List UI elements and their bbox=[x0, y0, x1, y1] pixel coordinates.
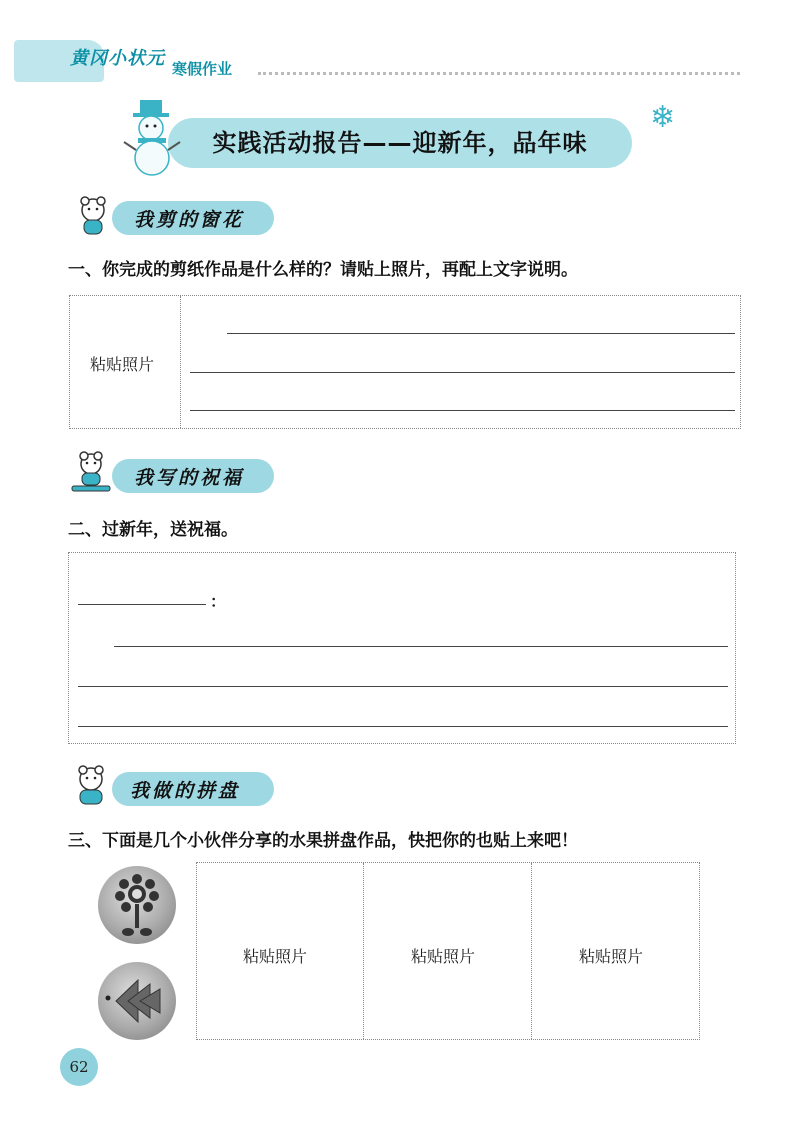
bear-mascot-icon bbox=[70, 192, 116, 238]
header-divider bbox=[258, 72, 740, 75]
recipient-line[interactable] bbox=[78, 604, 206, 605]
tree-platter-icon bbox=[98, 962, 176, 1040]
fruit-platter-photo bbox=[98, 962, 176, 1040]
bear-mascot-icon bbox=[68, 762, 114, 808]
flower-platter-icon bbox=[98, 866, 176, 944]
writing-line[interactable] bbox=[114, 646, 728, 647]
writing-line[interactable] bbox=[190, 372, 735, 373]
page-title: 实践活动报告——迎新年，品年味 bbox=[212, 129, 588, 157]
writing-line[interactable] bbox=[190, 410, 735, 411]
section2-question: 二、过新年，送祝福。 bbox=[68, 520, 238, 540]
paste-photo-label: 粘贴照片 bbox=[90, 355, 155, 374]
paste-photo-label: 粘贴照片 bbox=[579, 947, 644, 966]
paste-photo-label: 粘贴照片 bbox=[243, 947, 308, 966]
writing-line[interactable] bbox=[227, 333, 735, 334]
section3-question: 三、下面是几个小伙伴分享的水果拼盘作品，快把你的也贴上来吧！ bbox=[68, 831, 578, 851]
fruit-platter-photo bbox=[98, 866, 176, 944]
header-subtitle: 寒假作业 bbox=[172, 60, 233, 78]
snowflake-icon: ❄ bbox=[650, 100, 676, 135]
page-number: 62 bbox=[60, 1048, 98, 1086]
grid-divider bbox=[363, 863, 364, 1039]
paste-photo-label: 粘贴照片 bbox=[411, 947, 476, 966]
section1-answer-box bbox=[69, 295, 741, 429]
writing-line[interactable] bbox=[78, 686, 728, 687]
section2-answer-box bbox=[68, 552, 736, 744]
section1-question: 一、你完成的剪纸作品是什么样的？请贴上照片，再配上文字说明。 bbox=[68, 260, 578, 280]
brand-logo: 黄冈小状元 bbox=[70, 48, 165, 69]
section1-tag-label: 我剪的窗花 bbox=[134, 209, 245, 231]
section1-box-divider bbox=[180, 296, 181, 428]
writing-line[interactable] bbox=[78, 726, 728, 727]
grid-divider bbox=[531, 863, 532, 1039]
section3-tag-label: 我做的拼盘 bbox=[130, 780, 241, 802]
bear-mascot-icon bbox=[68, 448, 114, 494]
recipient-colon: ： bbox=[210, 592, 227, 611]
section2-tag-label: 我写的祝福 bbox=[134, 467, 245, 489]
